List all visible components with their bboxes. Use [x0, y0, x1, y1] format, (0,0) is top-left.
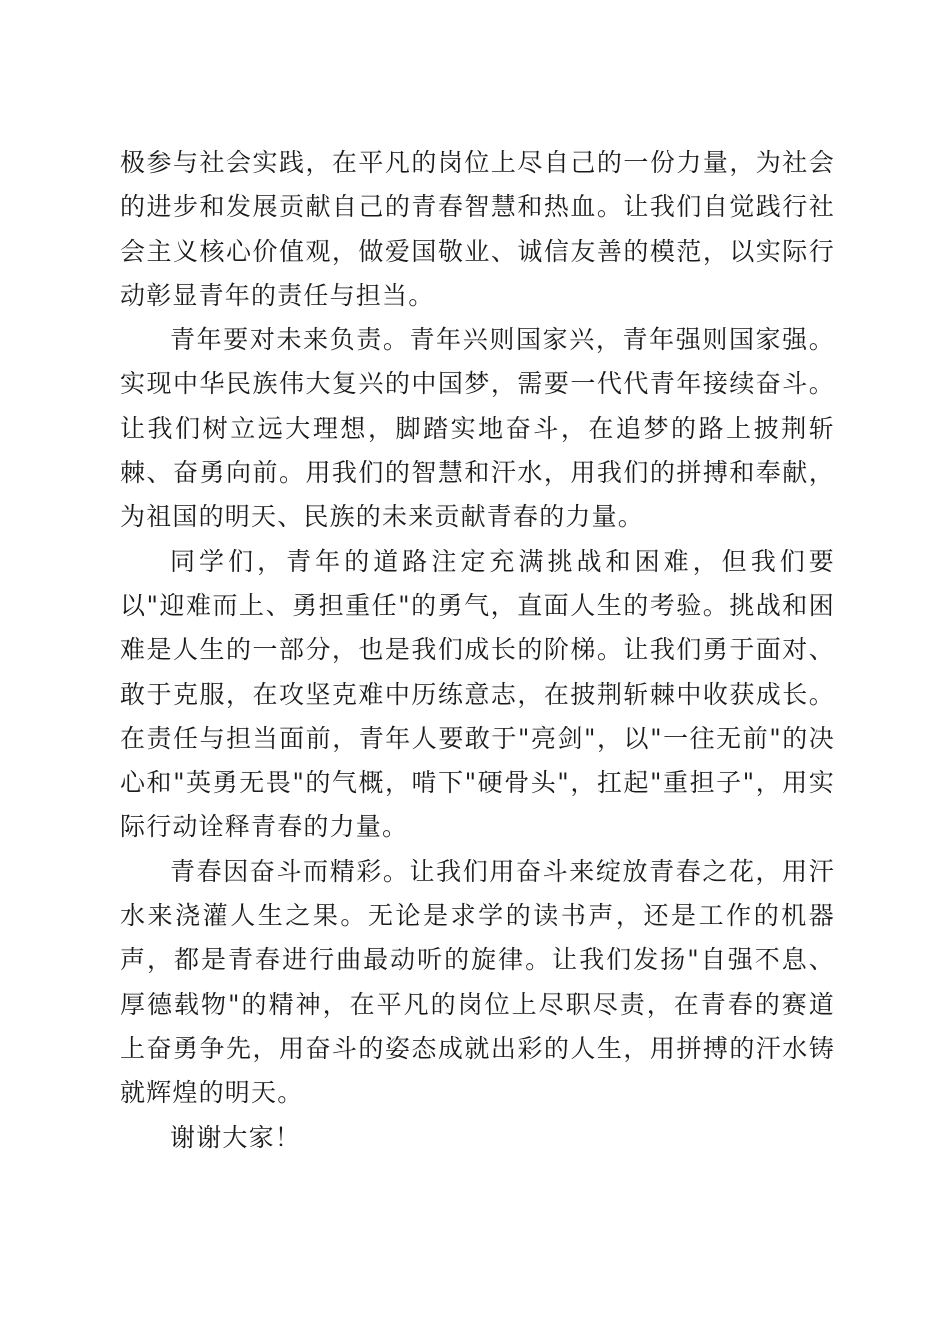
closing-line: 谢谢大家！ [170, 1122, 302, 1152]
paragraph-1: 极参与社会实践，在平凡的岗位上尽自己的一份力量，为社会的进步和发展贡献自己的青春智慧和热血。让我们自觉践行社会主义核心价值观，做爱国敬业、诚信友善的模范，以实际行动彰显青年的责任与担当。 [120, 148, 835, 310]
speech-body [120, 141, 835, 1160]
paragraph-3: 同学们，青年的道路注定充满挑战和困难，但我们要以"迎难而上、勇担重任"的勇气，直面人生的考验。挑战和困难是人生的一部分，也是我们成长的阶梯。让我们勇于面对、敢于克服，在攻坚克难中历练意志，在披荆斩棘中收获成长。在责任与担当面前，青年人要敢于"亮剑"，以"一往无前"的决心和"英勇无畏"的气概，啃下"硬骨头"，扛起"重担子"，用实际行动诠释青春的力量。 [120, 546, 835, 842]
paragraph-2: 青年要对未来负责。青年兴则国家兴，青年强则国家强。实现中华民族伟大复兴的中国梦，需要一代代青年接续奋斗。让我们树立远大理想，脚踏实地奋斗，在追梦的路上披荆斩棘、奋勇向前。用我们的智慧和汗水，用我们的拼搏和奉献，为祖国的明天、民族的未来贡献青春的力量。 [120, 325, 835, 532]
paragraph-4: 青春因奋斗而精彩。让我们用奋斗来绽放青春之花，用汗水来浇灌人生之果。无论是求学的读书声，还是工作的机器声，都是青春进行曲最动听的旋律。让我们发扬"自强不息、厚德载物"的精神，在平凡的岗位上尽职尽责，在青春的赛道上奋勇争先，用奋斗的姿态成就出彩的人生，用拼搏的汗水铸就辉煌的明天。 [120, 856, 835, 1108]
